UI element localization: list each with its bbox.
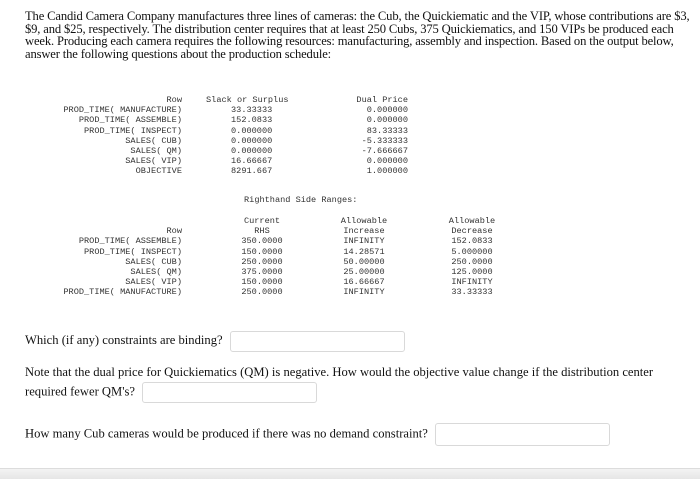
output2-rhs-value: 350.0000	[241, 236, 283, 247]
output2-rhs-value: 150.0000	[241, 246, 283, 257]
output1-row-header: Row	[166, 95, 182, 105]
output2-rhs-header: RHS	[254, 226, 270, 237]
output2-rhs-header: Current	[243, 216, 281, 226]
output1-slack-value: 33.33333	[231, 105, 273, 116]
output2-row-label: PROD_TIME( ASSEMBLE)	[78, 236, 182, 247]
output1-dual-value: 0.000000	[366, 156, 408, 167]
output1-row-label: OBJECTIVE	[135, 166, 182, 177]
output1-slack-value: 152.0833	[231, 115, 273, 126]
output2-inc-value: 14.28571	[343, 246, 385, 257]
qm-objective-change-answer-input[interactable]	[142, 382, 317, 403]
rhs-ranges-title: Righthand Side Ranges:	[244, 195, 358, 205]
output2-dec-value: 152.0833	[451, 236, 493, 247]
output2-inc-header: Increase	[343, 226, 385, 237]
output1-slack-value: 8291.667	[231, 166, 273, 177]
output2-row-label: SALES( CUB)	[125, 256, 182, 267]
output2-row-label: PROD_TIME( MANUFACTURE)	[63, 287, 182, 298]
output2-dec-value: 250.0000	[451, 256, 493, 267]
output1-slack-value: 0.000000	[231, 146, 273, 156]
output1-row-label: PROD_TIME( ASSEMBLE)	[78, 115, 182, 126]
output1-row-label: PROD_TIME( MANUFACTURE)	[63, 105, 182, 116]
output2-rhs-value: 150.0000	[241, 277, 283, 288]
output2-row-label: SALES( VIP)	[125, 277, 182, 288]
question-text: Note that the dual price for Quickiematics (QM) is negative. How would the objective value change if the distribution center	[25, 365, 654, 379]
output1-row-label: SALES( CUB)	[125, 135, 182, 146]
output2-rhs-value: 250.0000	[241, 256, 283, 267]
output2-dec-header: Decrease	[451, 226, 493, 237]
output1-row-column	[25, 95, 182, 177]
output2-inc-value: INFINITY	[343, 236, 385, 247]
problem-statement: The Candid Camera Company manufactures three lines of cameras: the Cub, the Quickiematic and the VIP, whose contributions are $3, $9, and $25, respectively. The distribution center requires that at least 250 Cubs, 375 Quickiematics, and 150 VIPs be produced each week. Producing each camera requires the following resources: manufacturing, assembly and inspection. Based on the output below, answer the following questions about the production schedule:	[25, 9, 690, 61]
output1-row-label: PROD_TIME( INSPECT)	[84, 125, 182, 136]
output1-slack-column	[231, 105, 301, 176]
output2-row-header: Row	[166, 226, 182, 237]
question-binding-constraints	[25, 330, 405, 352]
output2-inc-header: Allowable	[340, 216, 388, 226]
output1-slack-value: 0.000000	[231, 135, 273, 146]
output1-dual-value: -5.333333	[361, 135, 408, 146]
output2-increase-column	[324, 216, 404, 298]
question-qm-dual-price	[25, 363, 653, 403]
question-text: required fewer QM's?	[25, 384, 135, 399]
output1-row-label: SALES( QM)	[130, 146, 182, 157]
output2-inc-value: INFINITY	[343, 287, 385, 298]
output2-row-label: SALES( QM)	[130, 267, 182, 278]
bottom-divider-bar	[0, 468, 700, 479]
output2-dec-header: Allowable	[448, 216, 496, 226]
question-text: Which (if any) constraints are binding?	[25, 333, 223, 347]
output1-slack-header-col	[206, 95, 316, 105]
cub-cameras-answer-input[interactable]	[435, 423, 610, 446]
output1-slack-value: 0.000000	[231, 125, 273, 136]
output2-row-column	[25, 216, 182, 298]
output1-dual-value: 83.33333	[366, 125, 408, 136]
output2-decrease-column	[432, 216, 512, 298]
binding-constraints-answer-input[interactable]	[230, 331, 405, 352]
output2-dec-value: INFINITY	[451, 277, 493, 288]
output1-dual-value: 0.000000	[366, 105, 408, 116]
output2-dec-value: 5.000000	[451, 246, 493, 257]
output1-slack-value: 16.66667	[231, 156, 273, 167]
output1-dual-value: 0.000000	[366, 115, 408, 126]
output1-slack-header: Slack or Surplus	[206, 95, 289, 105]
question-text: How many Cub cameras would be produced if there was no demand constraint?	[25, 426, 428, 441]
output1-row-label: SALES( VIP)	[125, 156, 182, 167]
output2-dec-value: 125.0000	[451, 267, 493, 278]
output1-dual-value: 1.000000	[366, 166, 408, 177]
output2-dec-value: 33.33333	[451, 287, 493, 298]
output2-row-label: PROD_TIME( INSPECT)	[84, 246, 182, 257]
output2-inc-value: 25.00000	[343, 267, 385, 278]
output2-inc-value: 16.66667	[343, 277, 385, 288]
output2-inc-value: 50.00000	[343, 256, 385, 267]
output2-rhs-value: 375.0000	[241, 267, 283, 278]
output2-rhs-value: 250.0000	[241, 287, 283, 298]
output1-dual-column	[330, 95, 408, 177]
output2-rhs-column	[225, 216, 299, 298]
output1-dual-value: -7.666667	[361, 146, 408, 157]
question-cub-production	[25, 423, 610, 446]
output1-dual-header: Dual Price	[356, 95, 408, 105]
